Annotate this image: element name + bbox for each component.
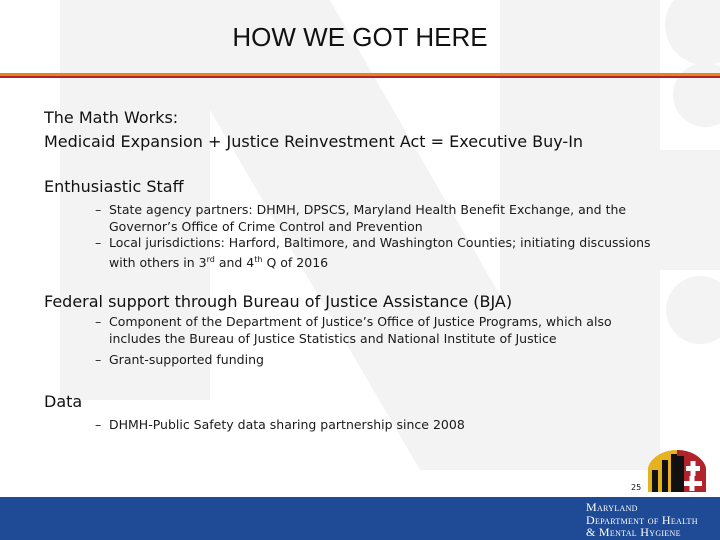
bullet-state-partners: – State agency partners: DHMH, DPSCS, Maryland Health Benefit Exchange, and the Governor’s Office of Crime Control and Prevention xyxy=(95,202,627,234)
footer-line-2: Department of Health xyxy=(586,512,698,527)
section-heading-staff: Enthusiastic Staff xyxy=(44,177,184,196)
bullet-text-part: and 4 xyxy=(214,255,255,271)
title-divider-red xyxy=(0,76,720,78)
bullet-data-sharing: – DHMH-Public Safety data sharing partnership since 2008 xyxy=(95,417,465,432)
footer-agency-name xyxy=(586,501,698,539)
bullet-text: Governor’s Office of Crime Control and Prevention xyxy=(109,219,423,234)
section-heading-federal: Federal support through Bureau of Justice Assistance (BJA) xyxy=(44,292,513,311)
math-works-equation: Medicaid Expansion + Justice Reinvestment Act = Executive Buy-In xyxy=(44,132,584,151)
bullet-text-part: Q of 2016 xyxy=(262,255,329,271)
bullet-grant-funding: – Grant-supported funding xyxy=(95,352,264,367)
bullet-text xyxy=(95,251,651,271)
section-heading-data: Data xyxy=(44,392,83,411)
bullet-text: State agency partners: DHMH, DPSCS, Maryland Health Benefit Exchange, and the xyxy=(109,202,627,217)
bullet-text: DHMH-Public Safety data sharing partnership since 2008 xyxy=(109,417,465,432)
page-number: 25 xyxy=(631,483,642,492)
footer-line-3: & Mental Hygiene xyxy=(586,525,681,539)
bullet-text: Grant-supported funding xyxy=(109,352,264,367)
math-works-label: The Math Works: xyxy=(44,108,179,127)
superscript: rd xyxy=(206,255,215,264)
footer-line-1: Maryland xyxy=(586,500,638,514)
bullet-local-jurisdictions: – Local jurisdictions: Harford, Baltimore, and Washington Counties; initiating discussions with others in 3rd and 4th Q of 2016 xyxy=(95,235,651,271)
bullet-text: Component of the Department of Justice’s Office of Justice Programs, which also xyxy=(109,314,612,329)
superscript: th xyxy=(254,255,263,264)
bullet-doj-component: – Component of the Department of Justice’s Office of Justice Programs, which also includes the Bureau of Justice Statistics and National Institute of Justice xyxy=(95,314,612,346)
maryland-dhmh-logo-icon xyxy=(644,448,710,496)
page-title: HOW WE GOT HERE xyxy=(232,22,488,52)
bullet-text-part: with others in 3 xyxy=(109,255,207,271)
bullet-text: includes the Bureau of Justice Statistics and National Institute of Justice xyxy=(109,331,557,346)
bullet-text: Local jurisdictions: Harford, Baltimore, and Washington Counties; initiating discussions xyxy=(109,235,651,250)
